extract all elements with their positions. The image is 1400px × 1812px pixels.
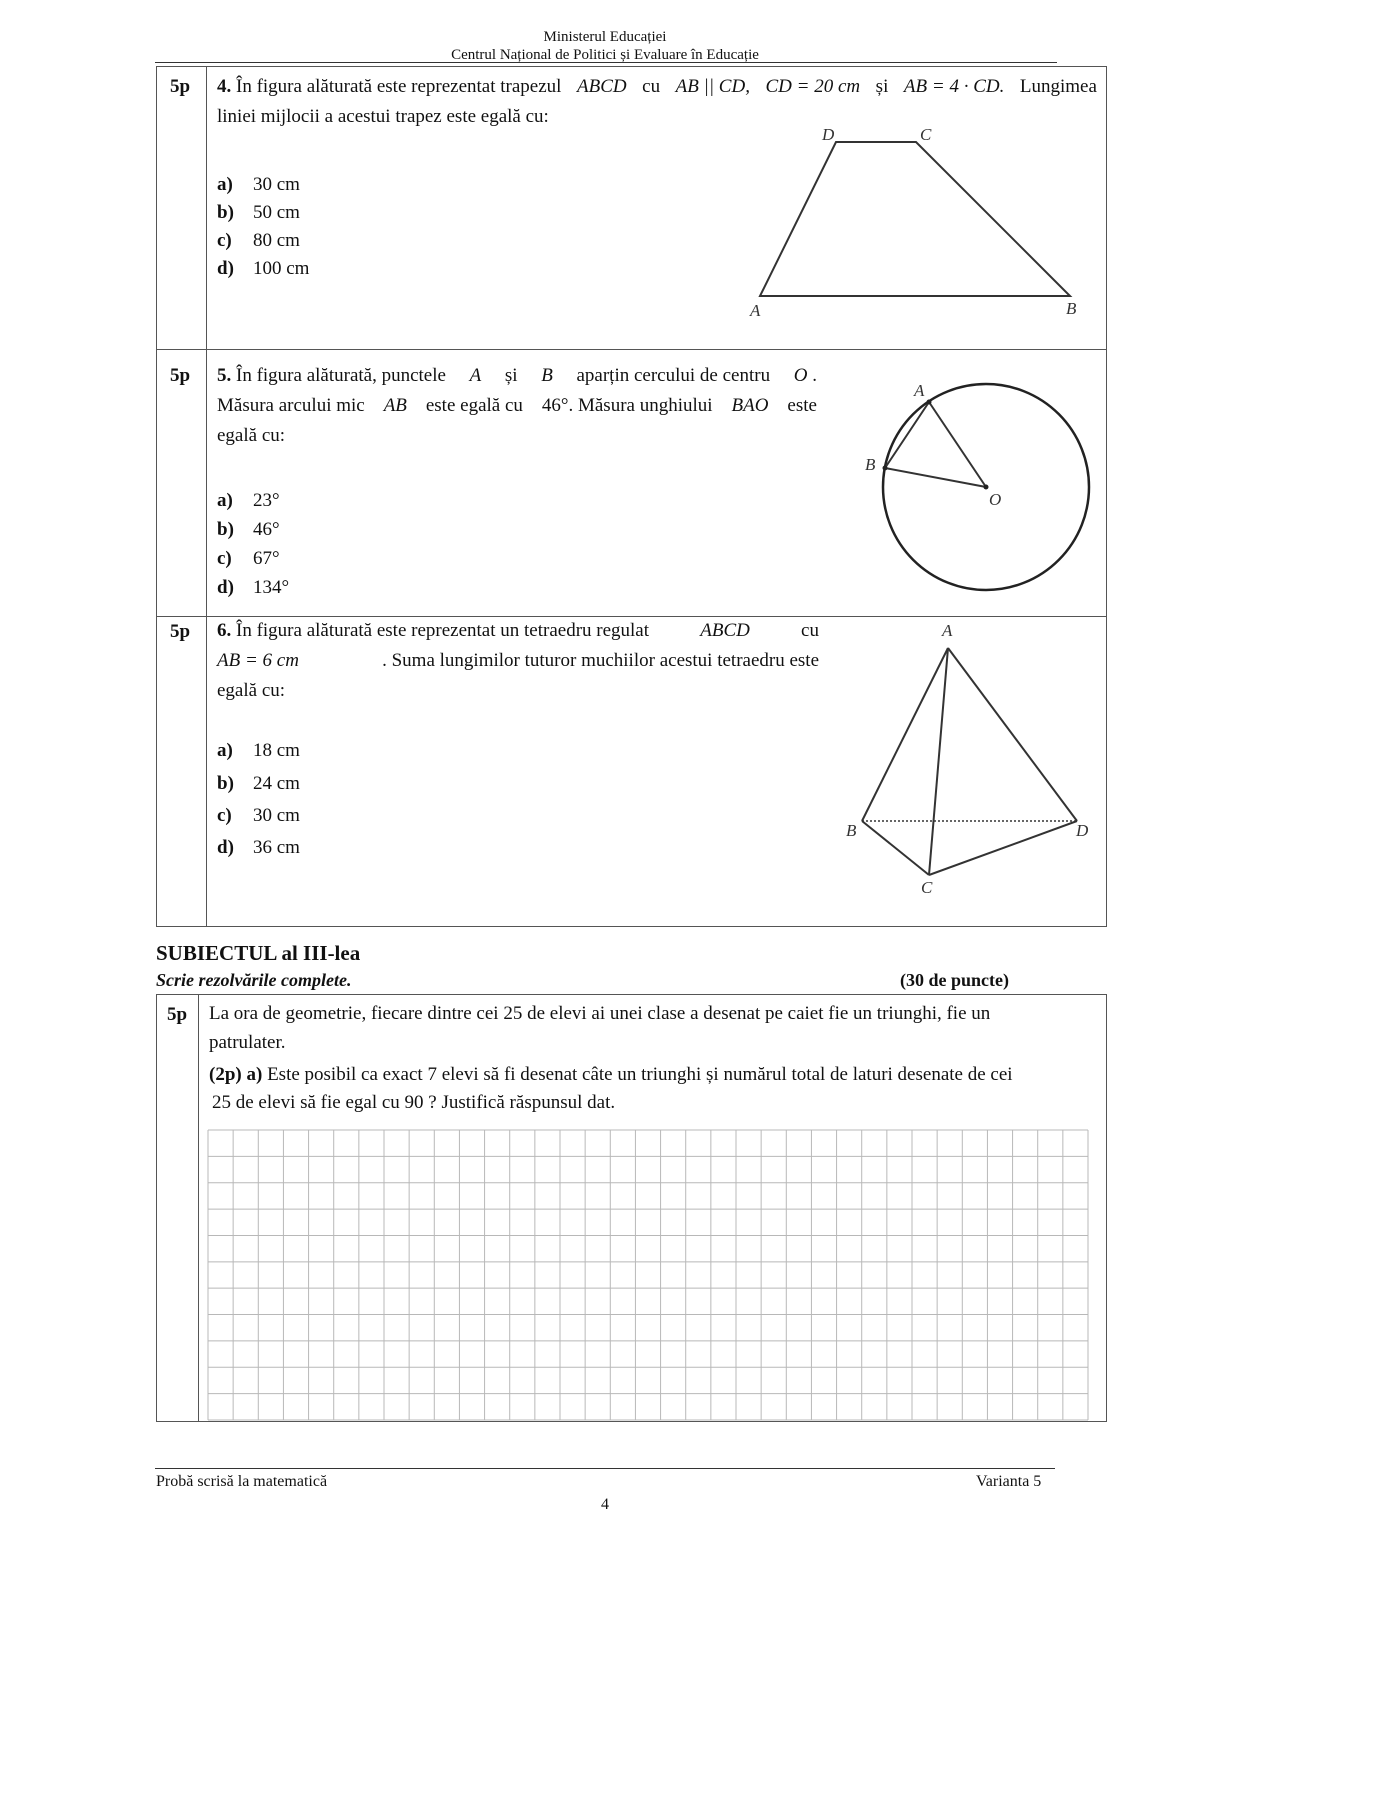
- segment-AO: [929, 402, 986, 487]
- tetrahedron-figure: [836, 620, 1106, 910]
- point-A: [927, 400, 932, 405]
- q6-text: [217, 616, 819, 706]
- q4-line2: liniei mijlocii a acestui trapez este egală cu:: [217, 106, 549, 127]
- footer-right: Varianta 5: [976, 1473, 1042, 1490]
- segment-BO: [885, 468, 986, 487]
- label-B: B: [865, 455, 876, 474]
- page-number: 4: [601, 1496, 609, 1513]
- point-B: [883, 466, 888, 471]
- footer-left: Probă scrisă la matematică: [156, 1473, 328, 1490]
- q6-line2: AB = 6 cm . Suma lungimilor tuturor muchiilor acestui tetraedru este: [217, 650, 819, 671]
- p1-points: 5p: [167, 1004, 188, 1025]
- p1-line2: patrulater.: [209, 1032, 286, 1053]
- trapezoid-shape: [760, 142, 1070, 296]
- header-center: Centrul Național de Politici și Evaluare în Educație: [451, 47, 759, 63]
- q4-option-c: c) 80 cm: [217, 230, 300, 251]
- point-O: [984, 485, 989, 490]
- edge-CD: [929, 821, 1077, 875]
- label-D: D: [822, 125, 835, 144]
- q5-line2: Măsura arcului mic AB este egală cu 46°. Măsura unghiului BAO este: [217, 395, 817, 416]
- q6-points: 5p: [170, 621, 191, 642]
- section-points: (30 de puncte): [900, 970, 1009, 990]
- q6-option-c: c) 30 cm: [217, 805, 300, 826]
- label-A: A: [750, 301, 761, 320]
- q5-line1: 5. În figura alăturată, punctele A și B aparțin cercului de centru O .: [217, 365, 817, 386]
- label-A: A: [942, 621, 953, 640]
- label-C: C: [921, 878, 933, 897]
- q5-option-b: b) 46°: [217, 519, 280, 540]
- p1-subq-a: [209, 1061, 1097, 1117]
- problem1-divider: [198, 994, 199, 1422]
- label-B: B: [1066, 299, 1077, 318]
- p1-text: [209, 999, 1097, 1057]
- points-column-divider: [206, 66, 207, 927]
- q5-option-a: a) 23°: [217, 490, 280, 511]
- q4-option-b: b) 50 cm: [217, 202, 300, 223]
- p1-line1: La ora de geometrie, fiecare dintre cei 25 de elevi ai unei clase a desenat pe caiet fie un triunghi, fie un: [209, 1003, 991, 1024]
- p1-line4: 25 de elevi să fie egal cu 90 ? Justifică răspunsul dat.: [212, 1092, 616, 1113]
- q5-points: 5p: [170, 365, 191, 386]
- label-B: B: [846, 821, 857, 840]
- footer-rule: [155, 1468, 1055, 1469]
- q6-option-b: b) 24 cm: [217, 773, 300, 794]
- q5-line3: egală cu:: [217, 425, 286, 446]
- p1-line3: (2p) a) Este posibil ca exact 7 elevi să fi desenat câte un triunghi și numărul total de laturi desenate de cei: [209, 1064, 1013, 1085]
- circle-figure: [856, 372, 1106, 612]
- segment-AB: [885, 402, 929, 468]
- header-rule: [155, 62, 1057, 63]
- q6-option-d: d) 36 cm: [217, 837, 300, 858]
- q6-line1: 6. În figura alăturată este reprezentat un tetraedru regulat ABCD cu: [217, 620, 819, 641]
- edge-AD: [948, 648, 1077, 821]
- q4-points: 5p: [170, 76, 191, 97]
- q5-option-c: c) 67°: [217, 548, 280, 569]
- q4-number: 4.: [217, 76, 232, 97]
- answer-grid[interactable]: [207, 1129, 1089, 1421]
- label-D: D: [1076, 821, 1089, 840]
- q4-line1: 4. În figura alăturată este reprezentat trapezul ABCD cu AB || CD, CD = 20 cm și AB = 4 · CD. Lungimea: [217, 76, 1097, 97]
- header-ministry: Ministerul Educației: [543, 29, 667, 45]
- row-divider-q5: [156, 349, 1107, 350]
- section-title: SUBIECTUL al III-lea: [156, 941, 361, 965]
- label-O: O: [989, 490, 1002, 509]
- q6-line3: egală cu:: [217, 680, 286, 701]
- label-A: A: [914, 381, 925, 400]
- edge-BC: [862, 821, 929, 875]
- q6-option-a: a) 18 cm: [217, 740, 300, 761]
- q5-option-d: d) 134°: [217, 577, 290, 598]
- q5-text: [217, 361, 817, 451]
- q4-option-a: a) 30 cm: [217, 174, 300, 195]
- trapezoid-figure: [740, 120, 1100, 330]
- section-subtitle: Scrie rezolvările complete.: [156, 970, 352, 990]
- label-C: C: [920, 125, 932, 144]
- q4-option-d: d) 100 cm: [217, 258, 310, 279]
